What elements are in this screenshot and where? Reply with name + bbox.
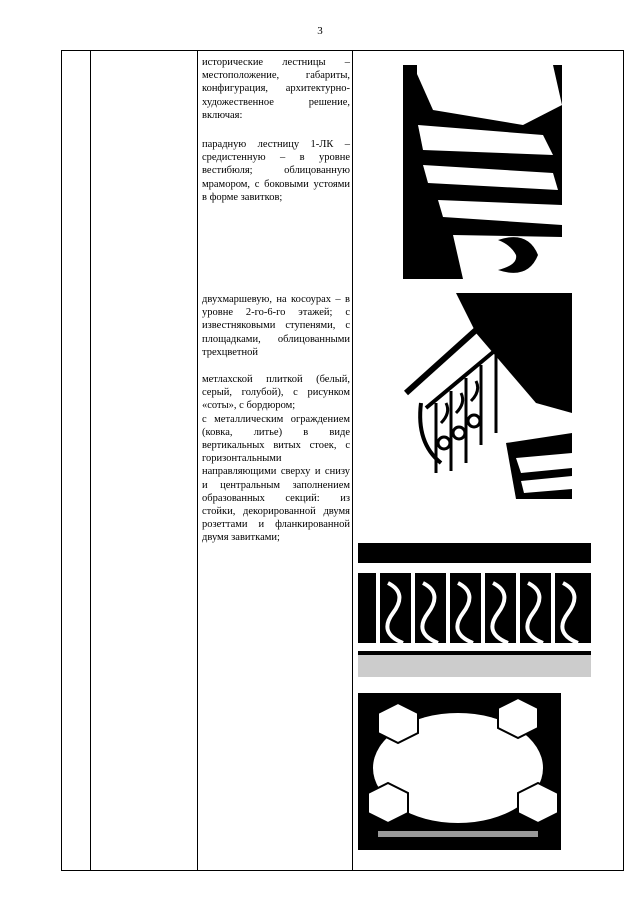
page-number: 3	[317, 25, 323, 37]
text-two-flight-block	[202, 293, 350, 545]
text-intro: исторические лестницы – местоположение, габариты, конфигурация, архитектурно-художественное решение, включая:	[202, 57, 350, 121]
photo-honeycomb-tile-icon	[358, 693, 561, 850]
text-intro-block	[202, 56, 350, 204]
column-divider-1	[90, 51, 91, 870]
photo-two-flight-stair-icon	[396, 293, 572, 499]
text-tile: метлахской плиткой (белый, серый, голубой), с рисунком «соты», с бордюром;	[202, 374, 350, 412]
column-divider-2	[197, 51, 198, 870]
column-divider-3	[352, 51, 353, 870]
text-stair-1lk: парадную лестницу 1-ЛК – средистенную – в уровне вестибюля; облицованную мрамором, с боковыми устоями в форме завитков;	[202, 139, 350, 203]
attribute-table	[61, 50, 624, 871]
text-two-flight: двухмаршевую, на косоурах – в уровне 2-го-6-го этажей; с известняковыми ступенями, с площадками, облицованными трехцветной	[202, 294, 350, 358]
text-railing: с металлическим ограждением (ковка, литье) в виде вертикальных витых стоек, с горизонтальными направляющими сверху и снизу и центральным заполнением образованных секций: из стойки, декорированной двумя розеттами и фланкированной двумя завитками;	[202, 413, 350, 544]
photo-grand-staircase-icon	[403, 65, 562, 279]
photo-metal-railing-icon	[358, 543, 591, 677]
